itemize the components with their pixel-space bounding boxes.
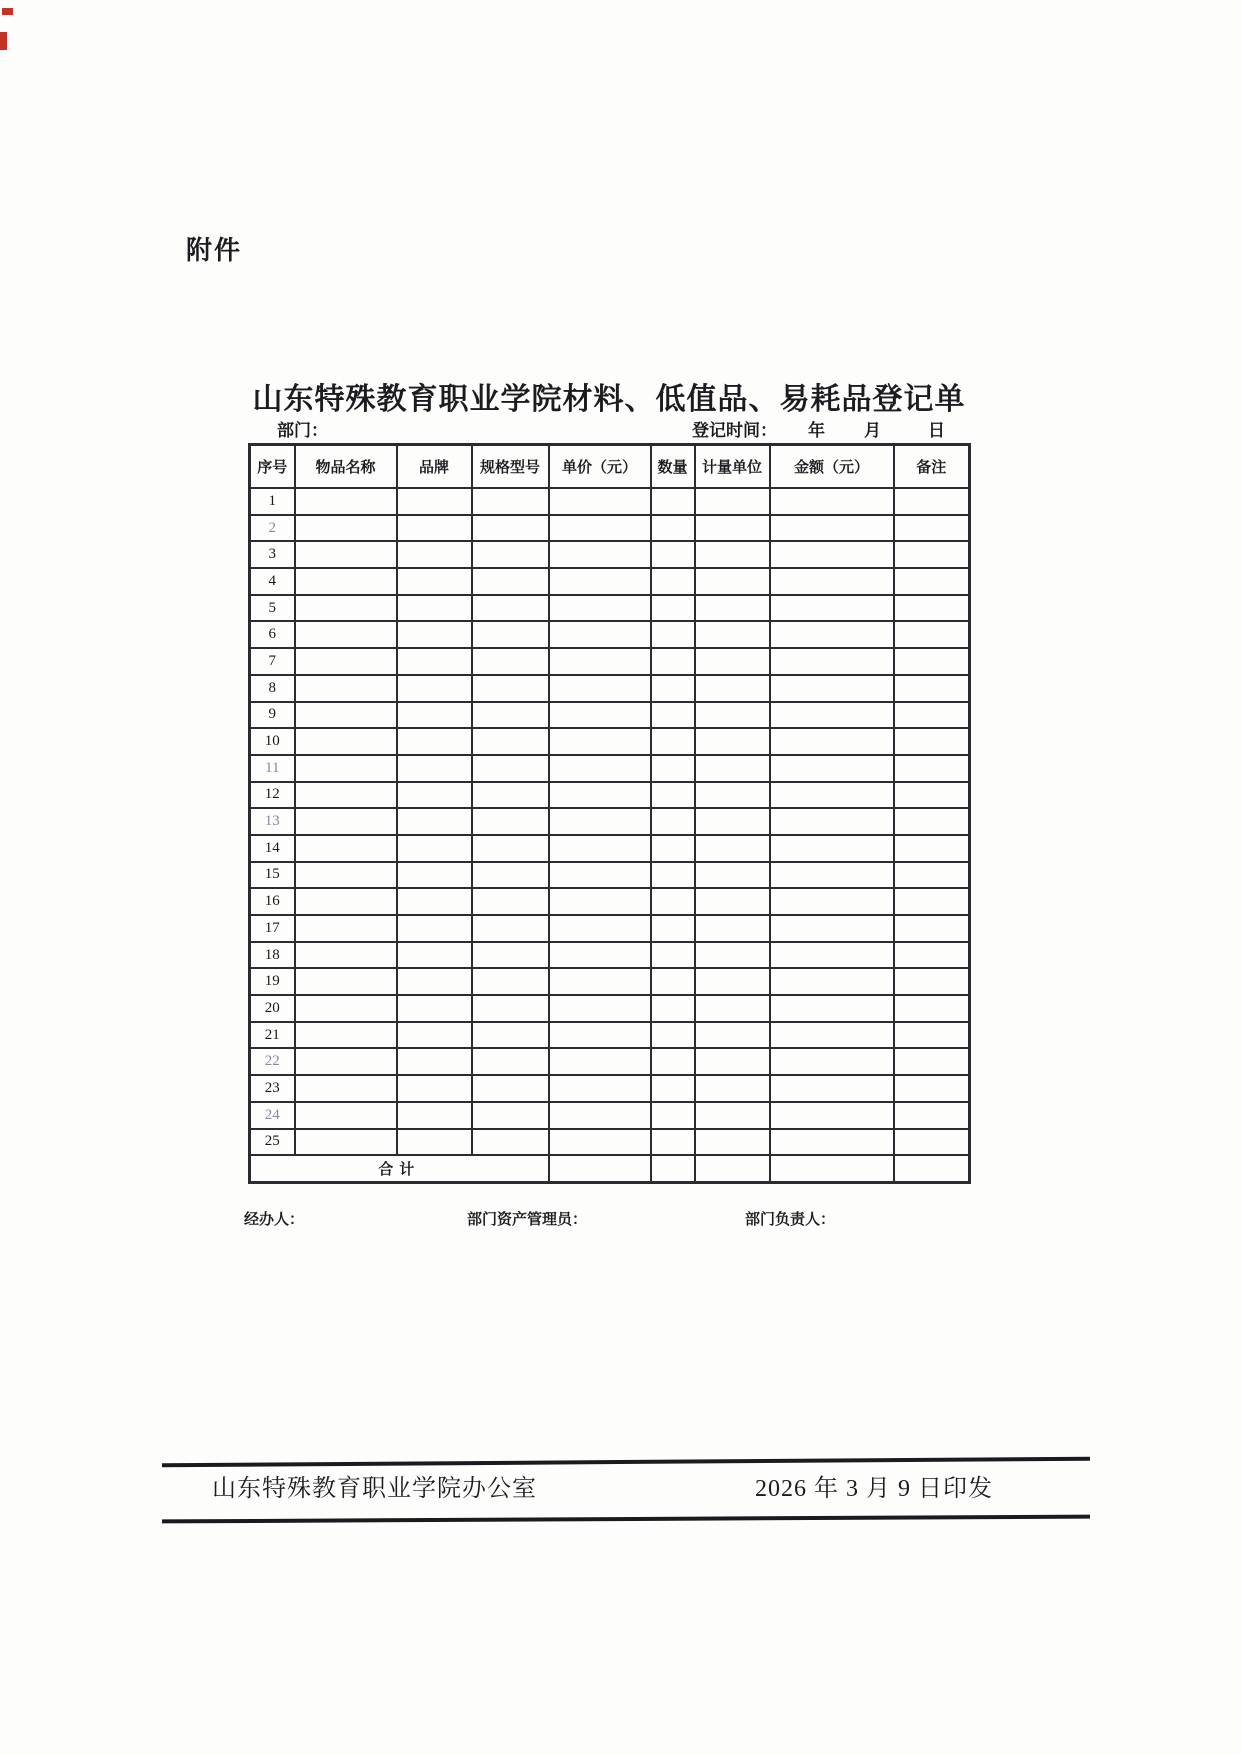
empty-cell [549,595,651,622]
register-time-label: 登记时间： [692,421,777,440]
empty-cell [651,675,695,702]
month-label: 月 [864,421,881,440]
empty-cell [397,755,472,782]
table-row [250,1102,970,1129]
empty-cell [549,702,651,729]
empty-cell [472,541,549,568]
row-number-cell: 13 [250,808,295,835]
row-number-cell: 7 [250,648,295,675]
empty-cell [549,568,651,595]
empty-cell [472,888,549,915]
empty-cell [651,1022,695,1049]
empty-cell [695,808,770,835]
table-row [250,995,970,1022]
empty-cell [549,835,651,862]
empty-cell [894,1075,970,1102]
empty-cell [695,782,770,809]
empty-cell [770,808,894,835]
empty-cell [549,782,651,809]
table-row [250,942,970,969]
row-number-cell: 14 [250,835,295,862]
empty-cell [549,888,651,915]
empty-cell [549,541,651,568]
empty-cell [770,995,894,1022]
empty-cell [549,808,651,835]
empty-cell [472,515,549,542]
empty-cell [472,995,549,1022]
empty-cell [295,915,397,942]
total-row [250,1155,970,1182]
empty-cell [397,1129,472,1156]
empty-cell [894,888,970,915]
empty-cell [397,621,472,648]
column-header-unit-price: 单价（元） [549,445,651,489]
row-number-cell: 11 [250,755,295,782]
table-row [250,1022,970,1049]
empty-cell [695,968,770,995]
row-number-cell: 12 [250,782,295,809]
empty-cell [295,968,397,995]
empty-cell [894,755,970,782]
empty-cell [695,755,770,782]
empty-cell [651,942,695,969]
empty-cell [651,568,695,595]
empty-cell [651,541,695,568]
department-head-signature-label: 部门负责人： [745,1212,836,1228]
empty-cell [295,1129,397,1156]
table-row [250,541,970,568]
empty-cell [651,1129,695,1156]
empty-cell [549,755,651,782]
empty-cell [472,728,549,755]
empty-cell [894,968,970,995]
empty-cell [770,755,894,782]
footer-bottom-rule [162,1515,1090,1524]
table-row [250,515,970,542]
empty-cell [295,1102,397,1129]
scan-artifact [0,32,7,50]
empty-cell [549,728,651,755]
empty-cell [472,1102,549,1129]
empty-cell [651,995,695,1022]
empty-cell [295,782,397,809]
empty-cell [295,835,397,862]
empty-cell [695,1129,770,1156]
empty-cell [695,621,770,648]
table-row [250,835,970,862]
empty-cell [651,968,695,995]
empty-cell [549,995,651,1022]
row-number-cell: 10 [250,728,295,755]
empty-cell [651,728,695,755]
column-header-amount: 金额（元） [770,445,894,489]
empty-cell [295,995,397,1022]
empty-cell [295,1048,397,1075]
empty-cell [894,1129,970,1156]
empty-cell [295,755,397,782]
empty-cell [397,808,472,835]
empty-cell [695,648,770,675]
empty-cell [651,888,695,915]
empty-cell [295,515,397,542]
row-number-cell: 22 [250,1048,295,1075]
row-number-cell: 3 [250,541,295,568]
table-row [250,675,970,702]
empty-cell [695,1048,770,1075]
empty-cell [295,488,397,515]
empty-cell [695,568,770,595]
column-header-unit: 计量单位 [695,445,770,489]
handler-signature-label: 经办人： [244,1212,305,1228]
empty-cell [651,488,695,515]
empty-cell [549,1129,651,1156]
empty-cell [397,1022,472,1049]
empty-cell [472,942,549,969]
empty-cell [894,621,970,648]
empty-cell [651,862,695,889]
column-header-remarks: 备注 [894,445,970,489]
empty-cell [549,915,651,942]
empty-cell [295,1022,397,1049]
empty-cell [770,1048,894,1075]
day-label: 日 [928,421,945,440]
empty-cell [894,648,970,675]
row-number-cell: 2 [250,515,295,542]
empty-cell [770,862,894,889]
empty-cell [472,968,549,995]
empty-cell [295,862,397,889]
total-label-cell: 合计 [250,1155,549,1182]
empty-cell [397,702,472,729]
empty-cell [295,568,397,595]
empty-cell [397,1075,472,1102]
empty-cell [549,862,651,889]
empty-cell [472,915,549,942]
empty-cell [651,621,695,648]
empty-cell [397,1048,472,1075]
table-row [250,1129,970,1156]
empty-cell [651,1102,695,1129]
empty-cell [651,648,695,675]
empty-cell [472,835,549,862]
empty-cell [770,1102,894,1129]
empty-cell [549,675,651,702]
empty-cell [695,862,770,889]
empty-cell [397,942,472,969]
row-number-cell: 18 [250,942,295,969]
empty-cell [770,1129,894,1156]
footer-issuer: 山东特殊教育职业学院办公室 [212,1476,537,1502]
empty-cell [472,702,549,729]
row-number-cell: 4 [250,568,295,595]
empty-cell [295,808,397,835]
empty-cell [770,568,894,595]
table-body [250,488,970,1155]
empty-cell [397,782,472,809]
empty-cell [397,1102,472,1129]
row-number-cell: 19 [250,968,295,995]
empty-cell [770,675,894,702]
empty-cell [472,1075,549,1102]
empty-cell [894,515,970,542]
empty-cell [695,595,770,622]
empty-cell [770,702,894,729]
empty-cell [397,968,472,995]
empty-cell [472,1022,549,1049]
total-remarks-cell [894,1155,970,1182]
row-number-cell: 24 [250,1102,295,1129]
row-number-cell: 1 [250,488,295,515]
table-row [250,1048,970,1075]
row-number-cell: 17 [250,915,295,942]
empty-cell [894,808,970,835]
empty-cell [472,648,549,675]
table-row [250,488,970,515]
empty-cell [770,515,894,542]
empty-cell [397,568,472,595]
empty-cell [295,648,397,675]
empty-cell [295,541,397,568]
empty-cell [472,1048,549,1075]
footer-top-rule [162,1457,1090,1467]
total-unit-cell [695,1155,770,1182]
empty-cell [695,995,770,1022]
empty-cell [894,1022,970,1049]
empty-cell [894,702,970,729]
empty-cell [770,595,894,622]
empty-cell [397,835,472,862]
empty-cell [695,515,770,542]
empty-cell [695,915,770,942]
empty-cell [295,942,397,969]
empty-cell [472,568,549,595]
empty-cell [695,488,770,515]
empty-cell [695,1022,770,1049]
empty-cell [549,515,651,542]
empty-cell [397,888,472,915]
column-header-spec-model: 规格型号 [472,445,549,489]
empty-cell [549,1022,651,1049]
column-header-index: 序号 [250,445,295,489]
table-row [250,702,970,729]
empty-cell [549,648,651,675]
total-unit-price-cell [549,1155,651,1182]
empty-cell [397,995,472,1022]
empty-cell [770,888,894,915]
empty-cell [695,702,770,729]
empty-cell [894,915,970,942]
row-number-cell: 16 [250,888,295,915]
total-quantity-cell [651,1155,695,1182]
table-row [250,728,970,755]
row-number-cell: 6 [250,621,295,648]
form-title: 山东特殊教育职业学院材料、低值品、易耗品登记单 [252,383,966,416]
row-number-cell: 21 [250,1022,295,1049]
empty-cell [397,541,472,568]
table-row [250,968,970,995]
empty-cell [695,675,770,702]
empty-cell [894,568,970,595]
asset-manager-signature-label: 部门资产管理员： [467,1212,588,1228]
table-row [250,888,970,915]
row-number-cell: 8 [250,675,295,702]
empty-cell [894,862,970,889]
empty-cell [770,728,894,755]
empty-cell [549,968,651,995]
empty-cell [770,968,894,995]
table-row [250,862,970,889]
empty-cell [295,888,397,915]
scan-artifact [2,8,13,15]
empty-cell [894,541,970,568]
empty-cell [397,488,472,515]
empty-cell [472,808,549,835]
empty-cell [894,1102,970,1129]
empty-cell [651,782,695,809]
empty-cell [295,702,397,729]
total-amount-cell [770,1155,894,1182]
empty-cell [695,888,770,915]
empty-cell [472,595,549,622]
empty-cell [651,1048,695,1075]
row-number-cell: 23 [250,1075,295,1102]
empty-cell [770,488,894,515]
empty-cell [695,541,770,568]
empty-cell [894,942,970,969]
empty-cell [894,1048,970,1075]
empty-cell [770,1022,894,1049]
column-header-quantity: 数量 [651,445,695,489]
empty-cell [397,915,472,942]
empty-cell [549,1075,651,1102]
empty-cell [472,782,549,809]
empty-cell [651,808,695,835]
empty-cell [397,595,472,622]
empty-cell [295,675,397,702]
empty-cell [770,942,894,969]
table-row [250,648,970,675]
empty-cell [651,702,695,729]
empty-cell [397,648,472,675]
row-number-cell: 25 [250,1129,295,1156]
empty-cell [472,1129,549,1156]
empty-cell [894,728,970,755]
row-number-cell: 15 [250,862,295,889]
empty-cell [770,1075,894,1102]
footer-issue-date: 2026 年 3 月 9 日印发 [755,1476,993,1502]
empty-cell [397,728,472,755]
table-row [250,808,970,835]
empty-cell [770,648,894,675]
empty-cell [651,915,695,942]
table-row [250,755,970,782]
empty-cell [894,995,970,1022]
empty-cell [472,755,549,782]
empty-cell [770,782,894,809]
empty-cell [472,621,549,648]
empty-cell [695,835,770,862]
column-header-brand: 品牌 [397,445,472,489]
department-label: 部门： [277,421,328,440]
attachment-label: 附件 [186,236,243,265]
table-row [250,1075,970,1102]
empty-cell [651,515,695,542]
column-header-item-name: 物品名称 [295,445,397,489]
empty-cell [770,621,894,648]
empty-cell [549,942,651,969]
empty-cell [894,595,970,622]
empty-cell [651,755,695,782]
empty-cell [472,675,549,702]
empty-cell [295,595,397,622]
registration-table [248,443,971,1184]
table-row [250,621,970,648]
empty-cell [695,942,770,969]
empty-cell [894,835,970,862]
empty-cell [651,1075,695,1102]
empty-cell [397,515,472,542]
empty-cell [695,1102,770,1129]
table-header-row [250,445,970,489]
empty-cell [894,675,970,702]
empty-cell [295,728,397,755]
empty-cell [472,488,549,515]
row-number-cell: 9 [250,702,295,729]
empty-cell [295,1075,397,1102]
empty-cell [894,488,970,515]
empty-cell [549,488,651,515]
empty-cell [472,862,549,889]
empty-cell [549,621,651,648]
empty-cell [397,675,472,702]
empty-cell [397,862,472,889]
empty-cell [894,782,970,809]
table-row [250,595,970,622]
year-label: 年 [808,421,825,440]
empty-cell [695,728,770,755]
empty-cell [770,835,894,862]
empty-cell [549,1102,651,1129]
empty-cell [695,1075,770,1102]
empty-cell [295,621,397,648]
row-number-cell: 5 [250,595,295,622]
table-row [250,568,970,595]
table-row [250,782,970,809]
empty-cell [770,541,894,568]
empty-cell [770,915,894,942]
empty-cell [651,595,695,622]
empty-cell [651,835,695,862]
empty-cell [549,1048,651,1075]
table-row [250,915,970,942]
row-number-cell: 20 [250,995,295,1022]
